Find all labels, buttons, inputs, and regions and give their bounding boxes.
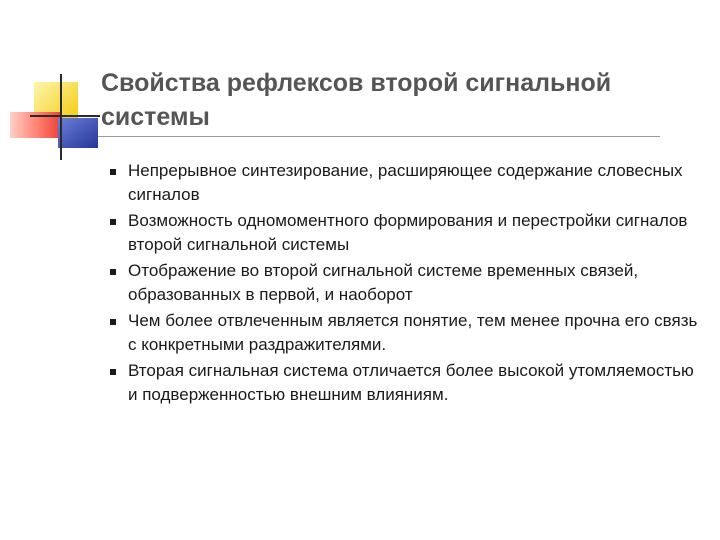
bullet-item <box>100 259 700 307</box>
bullet-list <box>100 159 700 409</box>
bullet-item <box>100 159 700 207</box>
bullet-item <box>100 209 700 257</box>
square-bullet-icon <box>110 369 116 375</box>
bullet-text: Чем более отвлеченным является понятие, тем менее прочна его связь с конкретными раздражителями. <box>128 311 698 354</box>
slide-title: Свойства рефлексов второй сигнальной системы <box>101 69 612 131</box>
bullet-item <box>100 359 700 407</box>
square-bullet-icon <box>110 269 116 275</box>
bullet-text: Вторая сигнальная система отличается более высокой утомляемостью и подверженностью внешним влияниям. <box>128 361 694 404</box>
square-bullet-icon <box>110 219 116 225</box>
square-bullet-icon <box>110 319 116 325</box>
bullet-text: Отображение во второй сигнальной системе временных связей, образованных в первой, и наоборот <box>128 261 639 304</box>
bullet-item <box>100 309 700 357</box>
title-divider <box>98 136 660 137</box>
deco-blue-square <box>58 118 98 148</box>
bullet-text: Непрерывное синтезирование, расширяющее содержание словесных сигналов <box>128 161 683 204</box>
bullet-text: Возможность одномоментного формирования и перестройки сигналов второй сигнальной системы <box>128 211 688 254</box>
square-bullet-icon <box>110 169 116 175</box>
decorative-logo <box>0 0 110 170</box>
